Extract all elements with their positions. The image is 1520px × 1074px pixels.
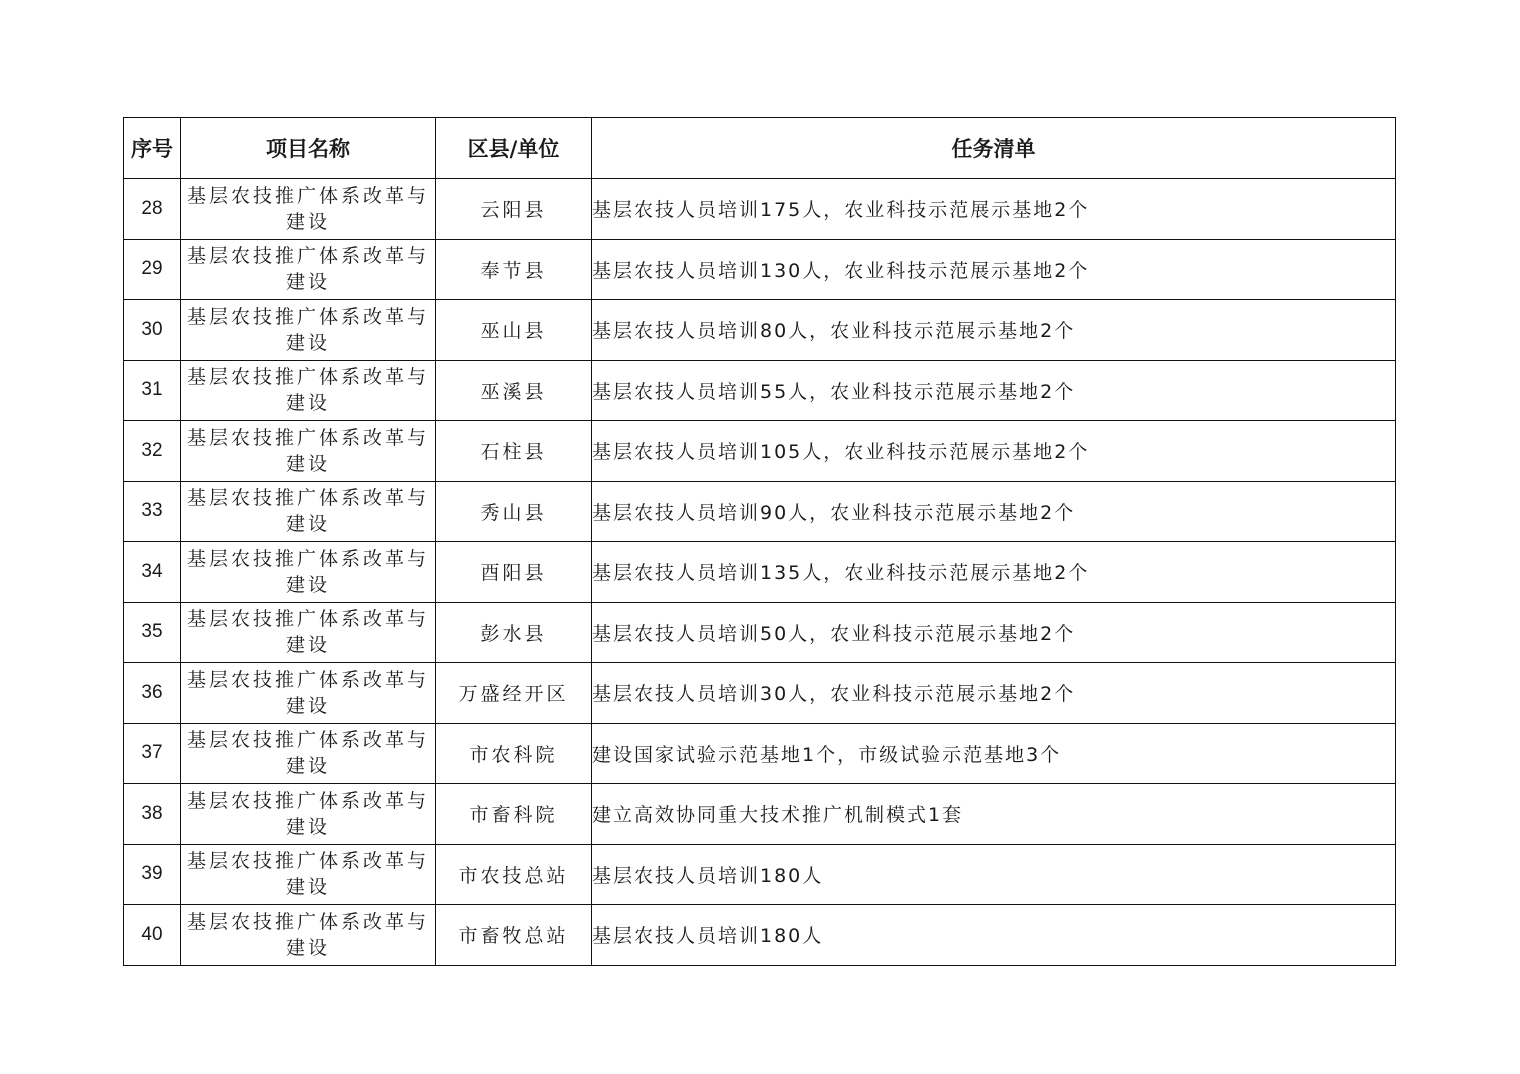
task-list-table (123, 117, 1396, 966)
table-row (124, 663, 1396, 724)
unit-cell: 巫山县 (436, 300, 592, 361)
table-row (124, 723, 1396, 784)
row-number: 39 (124, 844, 181, 905)
header-unit: 区县/单位 (436, 118, 592, 179)
task-cell: 基层农技人员培训30人，农业科技示范展示基地2个 (592, 663, 1396, 724)
row-number: 34 (124, 542, 181, 603)
unit-cell: 酉阳县 (436, 542, 592, 603)
project-name: 基层农技推广体系改革与建设 (186, 305, 429, 354)
unit-cell: 秀山县 (436, 481, 592, 542)
project-name-cell (181, 300, 436, 361)
unit-cell: 巫溪县 (436, 360, 592, 421)
project-name: 基层农技推广体系改革与建设 (186, 608, 429, 657)
table-row (124, 300, 1396, 361)
table-row (124, 602, 1396, 663)
project-name: 基层农技推广体系改革与建设 (186, 668, 429, 717)
unit-cell: 市农科院 (436, 723, 592, 784)
task-cell: 基层农技人员培训50人，农业科技示范展示基地2个 (592, 602, 1396, 663)
row-number: 40 (124, 905, 181, 966)
row-number: 37 (124, 723, 181, 784)
project-name-cell (181, 723, 436, 784)
task-cell: 基层农技人员培训105人，农业科技示范展示基地2个 (592, 421, 1396, 482)
task-cell: 基层农技人员培训130人，农业科技示范展示基地2个 (592, 239, 1396, 300)
row-number: 29 (124, 239, 181, 300)
table-row (124, 542, 1396, 603)
row-number: 33 (124, 481, 181, 542)
table-row (124, 179, 1396, 240)
header-task-list: 任务清单 (592, 118, 1396, 179)
row-number: 38 (124, 784, 181, 845)
project-name: 基层农技推广体系改革与建设 (186, 487, 429, 536)
task-cell: 基层农技人员培训175人，农业科技示范展示基地2个 (592, 179, 1396, 240)
project-name: 基层农技推广体系改革与建设 (186, 850, 429, 899)
task-cell: 基层农技人员培训180人 (592, 905, 1396, 966)
table-row (124, 905, 1396, 966)
unit-cell: 彭水县 (436, 602, 592, 663)
unit-cell: 奉节县 (436, 239, 592, 300)
project-name: 基层农技推广体系改革与建设 (186, 547, 429, 596)
project-name-cell (181, 905, 436, 966)
project-name-cell (181, 784, 436, 845)
unit-cell: 市畜牧总站 (436, 905, 592, 966)
table-header-row (124, 118, 1396, 179)
project-name: 基层农技推广体系改革与建设 (186, 910, 429, 959)
unit-cell: 万盛经开区 (436, 663, 592, 724)
row-number: 35 (124, 602, 181, 663)
row-number: 30 (124, 300, 181, 361)
task-cell: 基层农技人员培训90人，农业科技示范展示基地2个 (592, 481, 1396, 542)
project-name: 基层农技推广体系改革与建设 (186, 184, 429, 233)
unit-cell: 石柱县 (436, 421, 592, 482)
project-name-cell (181, 663, 436, 724)
unit-cell: 云阳县 (436, 179, 592, 240)
project-name-cell (181, 239, 436, 300)
project-name-cell (181, 179, 436, 240)
project-name-cell (181, 542, 436, 603)
project-name: 基层农技推广体系改革与建设 (186, 789, 429, 838)
row-number: 36 (124, 663, 181, 724)
task-cell: 建立高效协同重大技术推广机制模式1套 (592, 784, 1396, 845)
task-cell: 建设国家试验示范基地1个，市级试验示范基地3个 (592, 723, 1396, 784)
unit-cell: 市畜科院 (436, 784, 592, 845)
row-number: 28 (124, 179, 181, 240)
table-row (124, 239, 1396, 300)
table-body (124, 179, 1396, 966)
row-number: 31 (124, 360, 181, 421)
header-project-name: 项目名称 (181, 118, 436, 179)
project-name-cell (181, 844, 436, 905)
project-name: 基层农技推广体系改革与建设 (186, 245, 429, 294)
task-cell: 基层农技人员培训135人，农业科技示范展示基地2个 (592, 542, 1396, 603)
table-row (124, 844, 1396, 905)
header-no: 序号 (124, 118, 181, 179)
task-cell: 基层农技人员培训80人，农业科技示范展示基地2个 (592, 300, 1396, 361)
project-name-cell (181, 481, 436, 542)
project-name: 基层农技推广体系改革与建设 (186, 729, 429, 778)
row-number: 32 (124, 421, 181, 482)
unit-cell: 市农技总站 (436, 844, 592, 905)
table-row (124, 481, 1396, 542)
project-name-cell (181, 360, 436, 421)
project-name: 基层农技推广体系改革与建设 (186, 366, 429, 415)
table-row (124, 360, 1396, 421)
project-name: 基层农技推广体系改革与建设 (186, 426, 429, 475)
table-row (124, 784, 1396, 845)
project-name-cell (181, 421, 436, 482)
task-cell: 基层农技人员培训55人，农业科技示范展示基地2个 (592, 360, 1396, 421)
project-name-cell (181, 602, 436, 663)
table-row (124, 421, 1396, 482)
task-cell: 基层农技人员培训180人 (592, 844, 1396, 905)
